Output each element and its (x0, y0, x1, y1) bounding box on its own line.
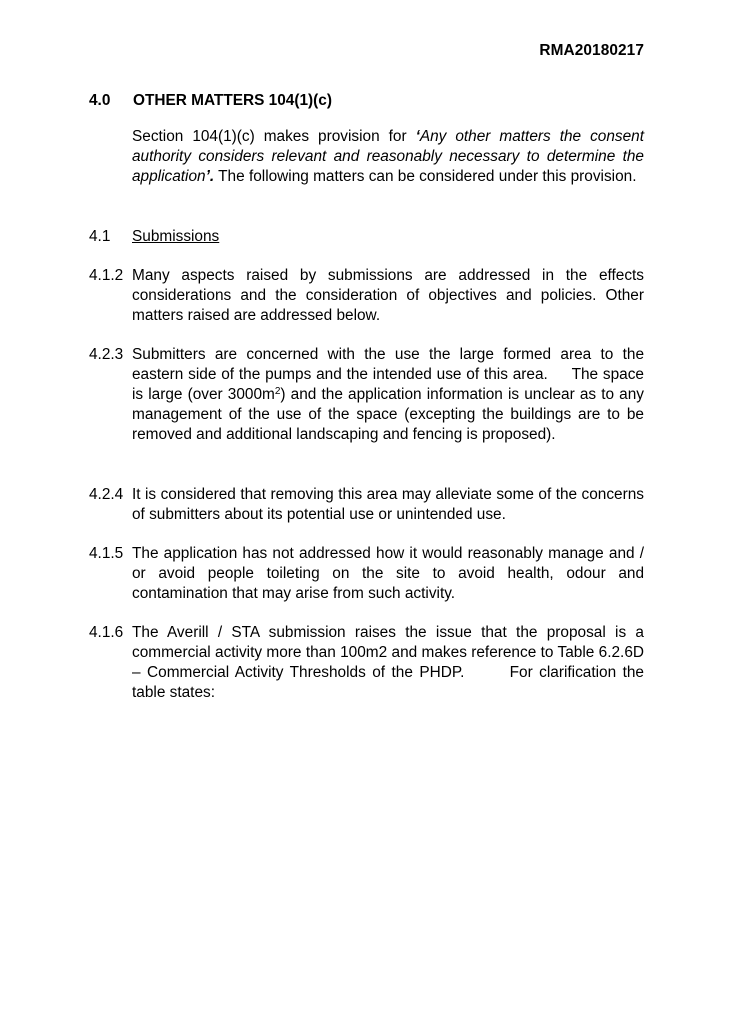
list-item (89, 544, 644, 604)
section-heading (89, 92, 332, 110)
item-text: It is considered that removing this area may alleviate some of the concerns of submitters about its potential use or unintended use. (132, 486, 644, 523)
document-reference: RMA20180217 (539, 42, 644, 59)
item-number: 4.2.3 (89, 346, 124, 363)
section-intro-paragraph (132, 127, 644, 187)
item-number: 4.2.4 (89, 486, 124, 503)
item-text (132, 345, 644, 445)
subsection-heading (89, 227, 644, 247)
list-item (89, 623, 644, 703)
subsection-title: Submissions (132, 228, 220, 245)
item-text: Many aspects raised by submissions are addressed in the effects considerations and the consideration of objectives and policies. Other matters raised are addressed below. (132, 267, 644, 324)
list-item (89, 485, 644, 525)
item-number: 4.1.2 (89, 267, 124, 284)
intro-lead: Section 104(1)(c) makes provision for (132, 128, 416, 145)
item-number: 4.1.5 (89, 545, 124, 562)
item-number: 4.1.6 (89, 624, 124, 641)
item-text-part-b: ) and the application information is unclear as to any management of the use of the space (excepting the buildings are to be removed and additional landscaping and fencing is proposed). (132, 385, 644, 443)
list-item (89, 345, 644, 445)
item-text: The application has not addressed how it would reasonably manage and / or avoid people toileting on the site to avoid health, odour and contamination that may arise from such activity. (132, 545, 644, 602)
section-number: 4.0 (89, 92, 111, 109)
intro-close-quote: ’. (205, 167, 215, 185)
intro-quote: Any other matters the consent authority considers relevant and reasonably necessary to determine the application (132, 128, 644, 185)
subsection-number: 4.1 (89, 228, 111, 245)
item-text-part-a: Submitters are concerned with the use the large formed area to the eastern side of the pumps and the intended use of this area. The space is large (over 3000m (132, 346, 644, 403)
intro-rest: The following matters can be considered under this provision. (214, 167, 637, 185)
superscript: 2 (274, 385, 281, 397)
section-title: OTHER MATTERS 104(1)(c) (133, 92, 332, 109)
item-text: The Averill / STA submission raises the issue that the proposal is a commercial activity more than 100m2 and makes reference to Table 6.2.6D – Commercial Activity Thresholds of the PHDP. For clarification the table states: (132, 624, 644, 701)
list-item (89, 266, 644, 326)
intro-open-quote: ‘ (415, 128, 420, 145)
